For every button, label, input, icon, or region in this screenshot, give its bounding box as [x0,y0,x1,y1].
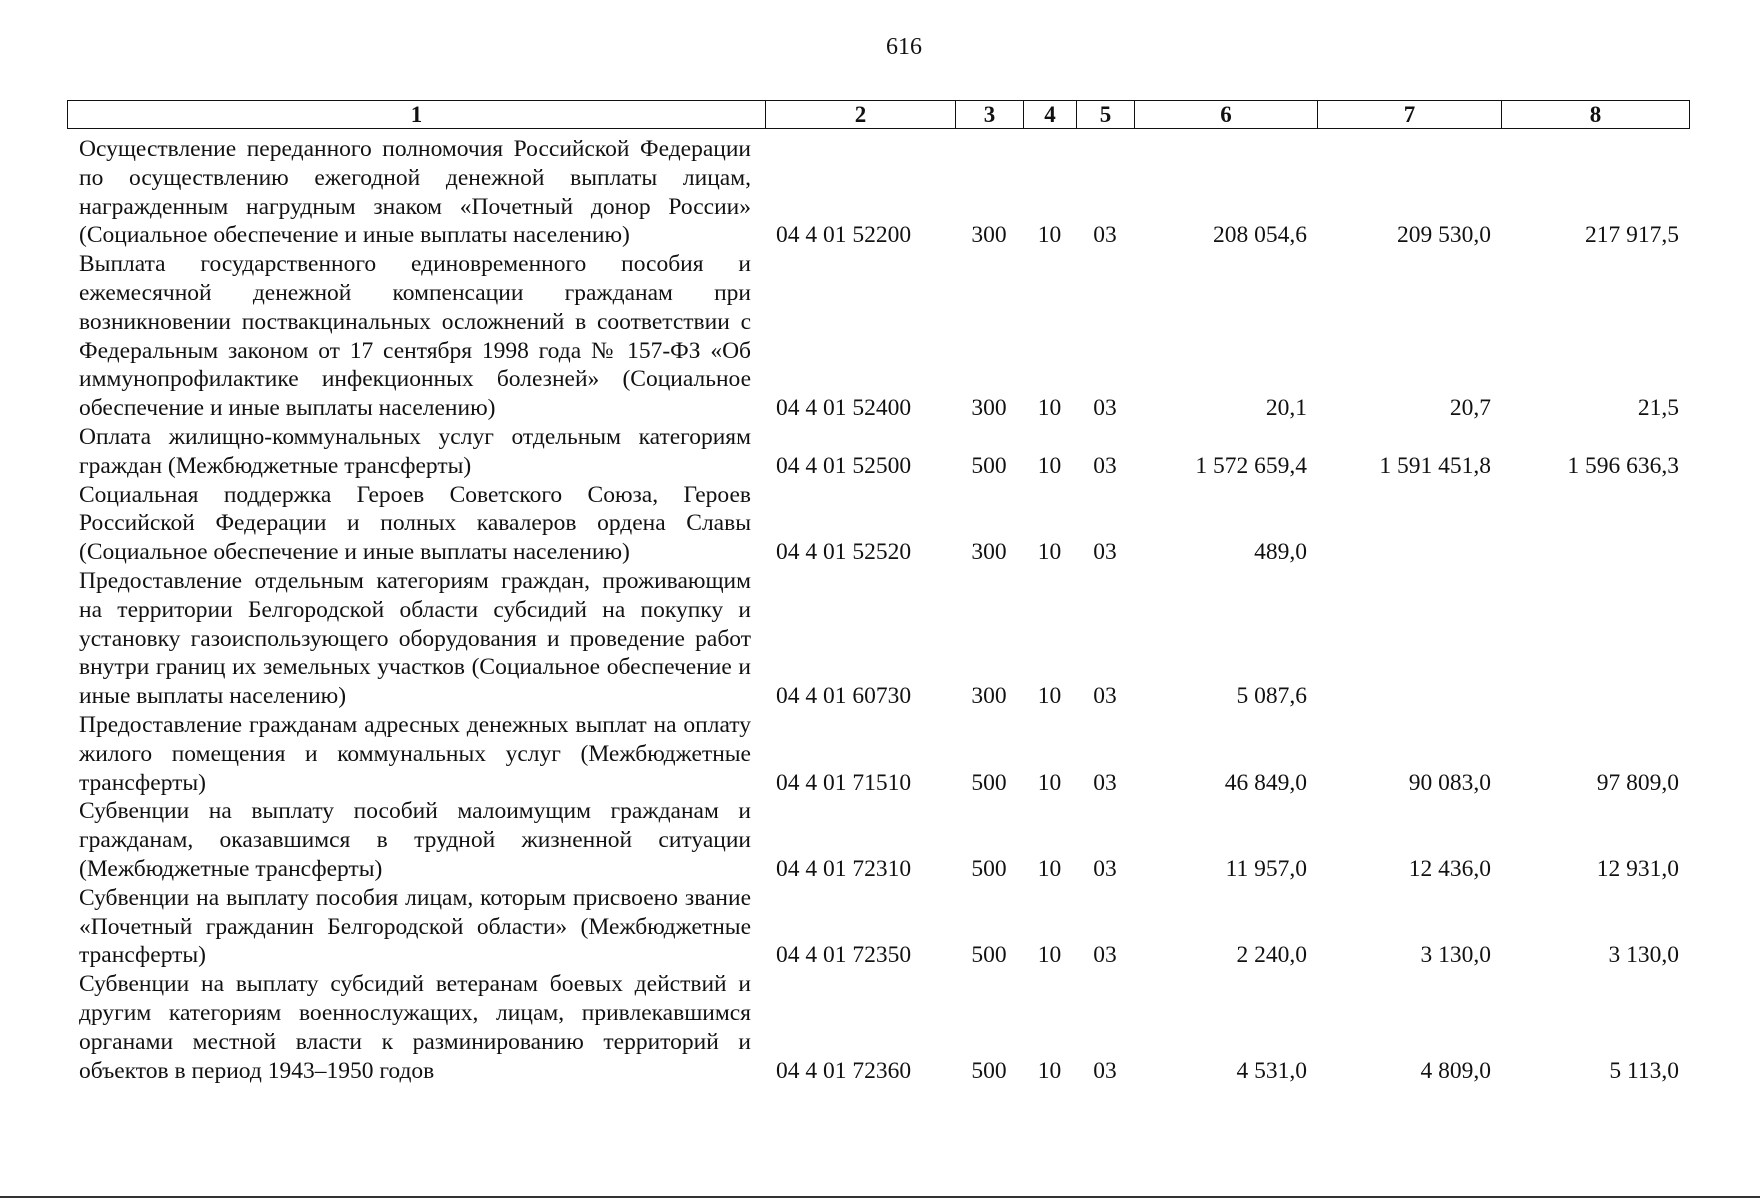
table-row [67,970,1689,1085]
row-name: Субвенции на выплату пособий малоимущим гражданам и гражданам, оказавшимся в трудной жизненной ситуации (Межбюджетные трансферты) [79,798,751,882]
row-code: 04 4 01 72310 [776,855,912,882]
row-value-8: 1 596 636,3 [1567,452,1679,479]
header-col-5: 5 [1077,101,1135,129]
row-name: Выплата государственного единовременного пособия и ежемесячной денежной компенсации гражданам при возникновении поствакцинальных осложнений в соответствии с Федеральным законом от 17 сентября 1998 года № 157-ФЗ «Об иммунопрофилактике инфекционных болезней» (Социальное обеспечение и иные выплаты населению) [79,251,751,422]
row-name: Субвенции на выплату пособия лицам, которым присвоено звание «Почетный гражданин Белгородской области» (Межбюджетные трансферты) [79,884,751,969]
table-header [67,100,1690,129]
row-col-4: 10 [1037,683,1062,710]
row-name: Субвенции на выплату субсидий ветеранам боевых действий и другим категориям военнослужащих, лицам, привлекавшимся органами местной власти к разминированию территорий и объектов в период 1943–1950 годов [79,971,751,1084]
table-row [67,481,1689,567]
row-col-3: 500 [971,855,1007,882]
row-col-5: 03 [1093,1057,1117,1084]
row-col-4: 10 [1037,769,1062,796]
row-value-8: 5 113,0 [1609,1057,1679,1084]
row-col-5: 03 [1093,683,1117,710]
row-value-7: 3 130,0 [1420,942,1491,969]
table-row [67,884,1689,970]
page-number: 616 [886,34,922,60]
row-value-6: 4 531,0 [1236,1057,1307,1084]
row-col-3: 500 [971,452,1007,479]
header-col-4: 4 [1024,101,1077,129]
row-value-7: 1 591 451,8 [1379,452,1491,479]
row-code: 04 4 01 71510 [776,769,912,796]
budget-table [67,135,1689,1085]
row-value-7: 4 809,0 [1420,1057,1491,1084]
row-col-3: 500 [971,942,1007,969]
row-value-6: 11 957,0 [1225,855,1307,882]
row-col-3: 300 [971,683,1007,710]
row-col-3: 300 [971,222,1007,249]
row-value-7: 90 083,0 [1408,769,1491,796]
row-col-4: 10 [1037,452,1062,479]
row-col-4: 10 [1037,855,1062,882]
row-code: 04 4 01 72360 [776,1057,912,1084]
row-col-4: 10 [1037,395,1062,422]
row-value-6: 1 572 659,4 [1195,452,1307,479]
row-value-6: 46 849,0 [1224,769,1307,796]
header-col-7: 7 [1318,101,1502,129]
row-col-4: 10 [1037,222,1062,249]
row-col-3: 500 [971,769,1007,796]
row-col-5: 03 [1093,855,1117,882]
row-value-8 [1501,481,1689,567]
header-col-2: 2 [766,101,956,129]
row-value-8: 3 130,0 [1608,942,1679,969]
row-code: 04 4 01 52200 [776,222,912,249]
row-value-6: 208 054,6 [1213,222,1307,249]
row-col-4: 10 [1037,539,1062,566]
row-value-8: 97 809,0 [1596,769,1679,796]
table-row [67,250,1689,423]
table-row [67,135,1689,250]
row-col-4: 10 [1037,942,1062,969]
table-row [67,797,1689,883]
row-name: Осуществление переданного полномочия Российской Федерации по осуществлению ежегодной денежной выплаты лицам, награжденным нагрудным знаком «Почетный донор России» (Социальное обеспечение и иные выплаты населению) [79,136,751,249]
row-col-3: 300 [971,539,1007,566]
row-name: Предоставление отдельным категориям граждан, проживающим на территории Белгородской области субсидий на покупку и установку газоиспользующего оборудования и проведение работ внутри границ их земельных участков (Социальное обеспечение и иные выплаты населению) [79,567,751,710]
row-value-8 [1501,567,1689,711]
row-col-5: 03 [1093,769,1117,796]
row-code: 04 4 01 60730 [776,683,912,710]
row-col-5: 03 [1093,539,1117,566]
row-code: 04 4 01 52400 [776,395,912,422]
row-col-5: 03 [1093,942,1117,969]
row-name: Социальная поддержка Героев Советского Союза, Героев Российской Федерации и полных кавалеров ордена Славы (Социальное обеспечение и иные выплаты населению) [79,481,751,566]
row-name: Оплата жилищно-коммунальных услуг отдельным категориям граждан (Межбюджетные трансферты) [79,423,751,479]
row-col-4: 10 [1037,1057,1062,1084]
header-col-3: 3 [956,101,1024,129]
row-col-5: 03 [1093,452,1117,479]
row-value-8: 21,5 [1637,395,1679,422]
row-value-6: 489,0 [1254,539,1307,566]
row-col-3: 300 [971,395,1007,422]
row-value-6: 2 240,0 [1236,942,1307,969]
header-col-1: 1 [68,101,766,129]
row-value-7: 12 436,0 [1408,855,1491,882]
table-row [67,711,1689,797]
row-col-3: 500 [971,1057,1007,1084]
row-value-6: 5 087,6 [1236,683,1307,710]
table-row [67,567,1689,711]
row-code: 04 4 01 72350 [776,942,912,969]
row-value-8: 217 917,5 [1585,222,1679,249]
row-value-7 [1317,481,1501,567]
row-col-5: 03 [1093,395,1117,422]
header-col-8: 8 [1502,101,1690,129]
bottom-rule [0,1196,1760,1198]
row-col-5: 03 [1093,222,1117,249]
row-value-7: 20,7 [1449,395,1491,422]
row-value-7 [1317,567,1501,711]
row-value-7: 209 530,0 [1397,222,1491,249]
row-value-6: 20,1 [1265,395,1307,422]
row-value-8: 12 931,0 [1596,855,1679,882]
row-name: Предоставление гражданам адресных денежных выплат на оплату жилого помещения и коммунальных услуг (Межбюджетные трансферты) [79,711,751,796]
row-code: 04 4 01 52520 [776,539,912,566]
table-row [67,423,1689,481]
row-code: 04 4 01 52500 [776,452,912,479]
header-col-6: 6 [1135,101,1318,129]
